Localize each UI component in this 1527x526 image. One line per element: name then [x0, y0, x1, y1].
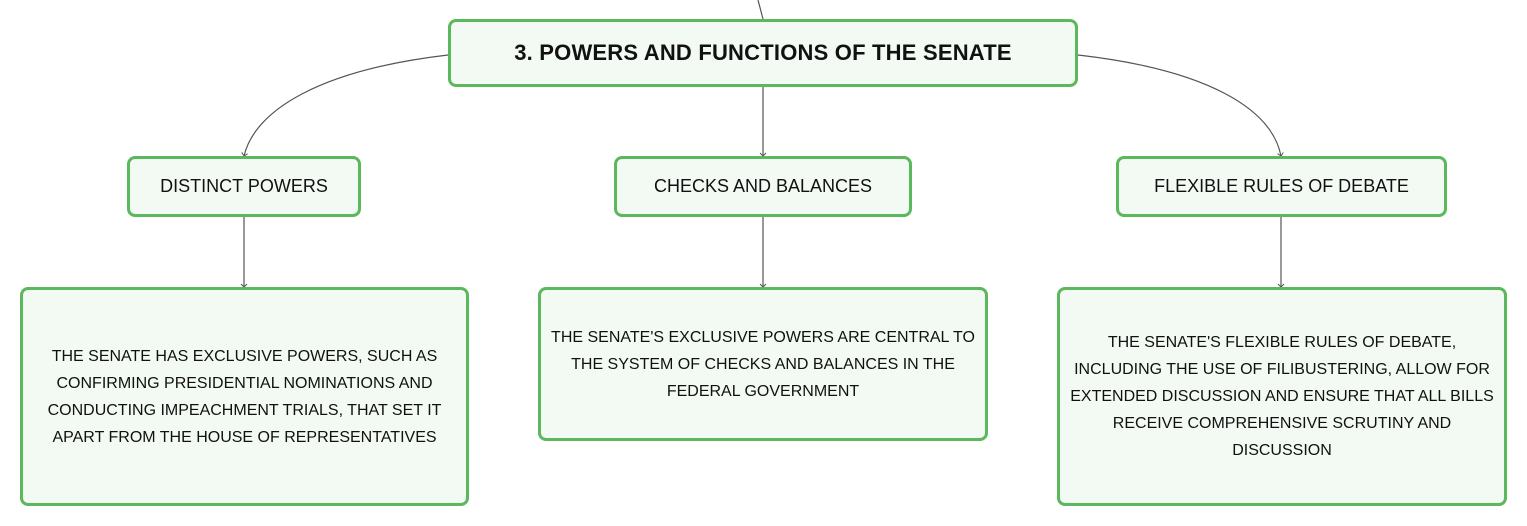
detail-node-flexible-rules-of-debate[interactable] [1057, 287, 1507, 506]
branch-node-distinct-powers[interactable] [127, 156, 361, 217]
branch-node-checks-and-balances[interactable] [614, 156, 912, 217]
branch-node-label: DISTINCT POWERS [160, 176, 328, 196]
parent-connector [758, 0, 763, 19]
detail-node-checks-and-balances[interactable] [538, 287, 988, 441]
connector-root-to-flexible-rules [1078, 55, 1281, 156]
branch-node-label: FLEXIBLE RULES OF DEBATE [1154, 176, 1409, 196]
detail-node-text: THE SENATE'S EXCLUSIVE POWERS ARE CENTRAL TO THE SYSTEM OF CHECKS AND BALANCES IN THE FEDERAL GOVERNMENT [551, 329, 975, 400]
connector-root-to-distinct-powers [244, 55, 448, 156]
detail-node-text: THE SENATE HAS EXCLUSIVE POWERS, SUCH AS CONFIRMING PRESIDENTIAL NOMINATIONS AND CONDUCTING IMPEACHMENT TRIALS, THAT SET IT APART FROM THE HOUSE OF REPRESENTATIVES [47, 347, 442, 446]
root-node-powers-and-functions[interactable] [448, 19, 1078, 87]
branch-node-label: CHECKS AND BALANCES [653, 176, 873, 196]
detail-node-distinct-powers[interactable] [20, 287, 469, 506]
detail-node-text: THE SENATE'S FLEXIBLE RULES OF DEBATE, INCLUDING THE USE OF FILIBUSTERING, ALLOW FOR EXTENDED DISCUSSION AND ENSURE THAT ALL BILLS RECEIVE COMPREHENSIVE SCRUTINY AND DISCUSSION [1070, 334, 1494, 459]
root-node-label: 3. POWERS AND FUNCTIONS OF THE SENATE [514, 40, 1012, 65]
branch-node-flexible-rules-of-debate[interactable] [1116, 156, 1447, 217]
